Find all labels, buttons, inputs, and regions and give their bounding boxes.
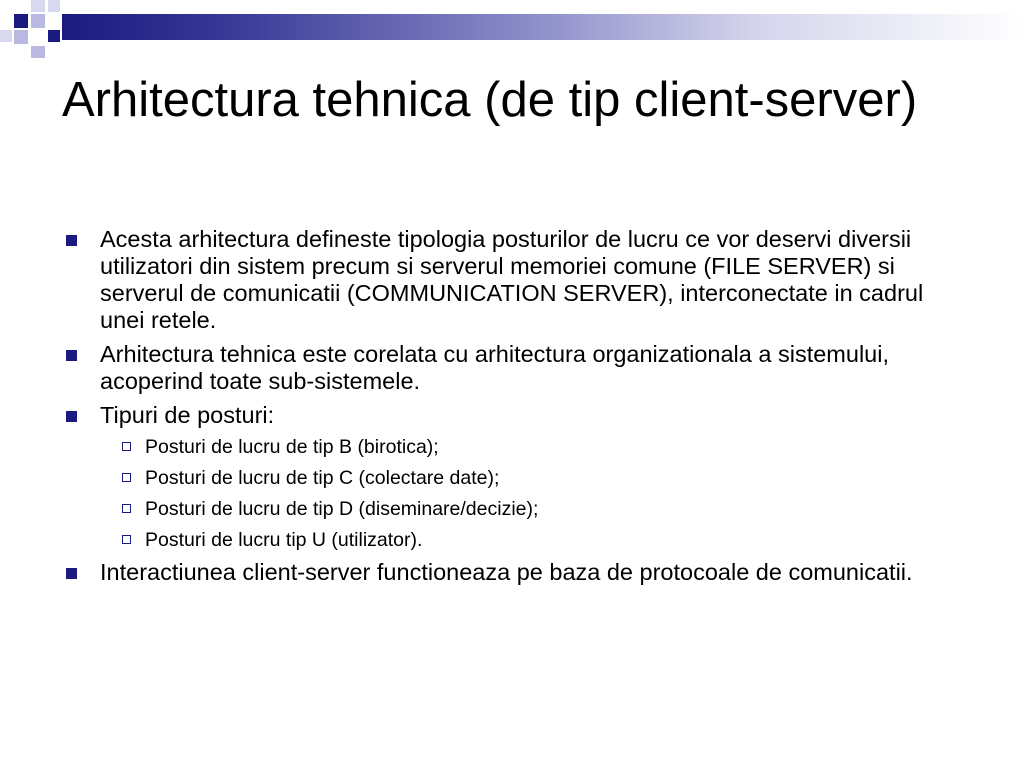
square-bullet-icon — [66, 235, 77, 246]
square-bullet-icon — [66, 350, 77, 361]
sub-bullet-text: Posturi de lucru de tip B (birotica); — [145, 436, 439, 458]
hollow-square-bullet-icon — [122, 535, 131, 544]
bullet-list — [62, 226, 962, 593]
decor-square-lavender — [31, 46, 45, 58]
decor-square-lavender — [14, 30, 28, 44]
header-decoration — [0, 0, 1024, 60]
square-bullet-icon — [66, 568, 77, 579]
decor-square-navy — [48, 30, 60, 42]
sub-bullet-item — [100, 528, 962, 552]
sub-bullet-list — [100, 435, 962, 552]
sub-bullet-text: Posturi de lucru de tip C (colectare date); — [145, 467, 500, 489]
sub-bullet-item — [100, 435, 962, 459]
bullet-text: Acesta arhitectura defineste tipologia posturilor de lucru ce vor deservi diversii utilizatori din sistem precum si serverul memoriei comune (FILE SERVER) si serverul de comunicatii (COMMUNICATION SERVER), interconectate in cadrul unei retele. — [100, 226, 924, 333]
decor-square-pale — [48, 0, 60, 12]
bullet-item — [62, 341, 962, 395]
sub-bullet-item — [100, 466, 962, 490]
decor-square-pale — [31, 0, 45, 12]
sub-bullet-item — [100, 497, 962, 521]
decor-square-navy — [14, 14, 28, 28]
header-gradient-bar — [62, 14, 1024, 40]
bullet-text: Tipuri de posturi: — [100, 402, 275, 428]
hollow-square-bullet-icon — [122, 442, 131, 451]
hollow-square-bullet-icon — [122, 473, 131, 482]
decor-square-pale — [0, 30, 12, 42]
sub-bullet-text: Posturi de lucru de tip D (diseminare/decizie); — [145, 498, 539, 520]
slide-title: Arhitectura tehnica (de tip client-server) — [62, 73, 918, 127]
hollow-square-bullet-icon — [122, 504, 131, 513]
bullet-item — [62, 402, 962, 552]
bullet-item — [62, 559, 962, 586]
bullet-item — [62, 226, 962, 334]
decor-square-lavender — [31, 14, 45, 28]
bullet-text: Arhitectura tehnica este corelata cu arhitectura organizationala a sistemului, acoperind toate sub-sistemele. — [100, 341, 889, 394]
square-bullet-icon — [66, 411, 77, 422]
sub-bullet-text: Posturi de lucru tip U (utilizator). — [145, 529, 423, 551]
bullet-text: Interactiunea client-server functioneaza pe baza de protocoale de comunicatii. — [100, 559, 913, 585]
